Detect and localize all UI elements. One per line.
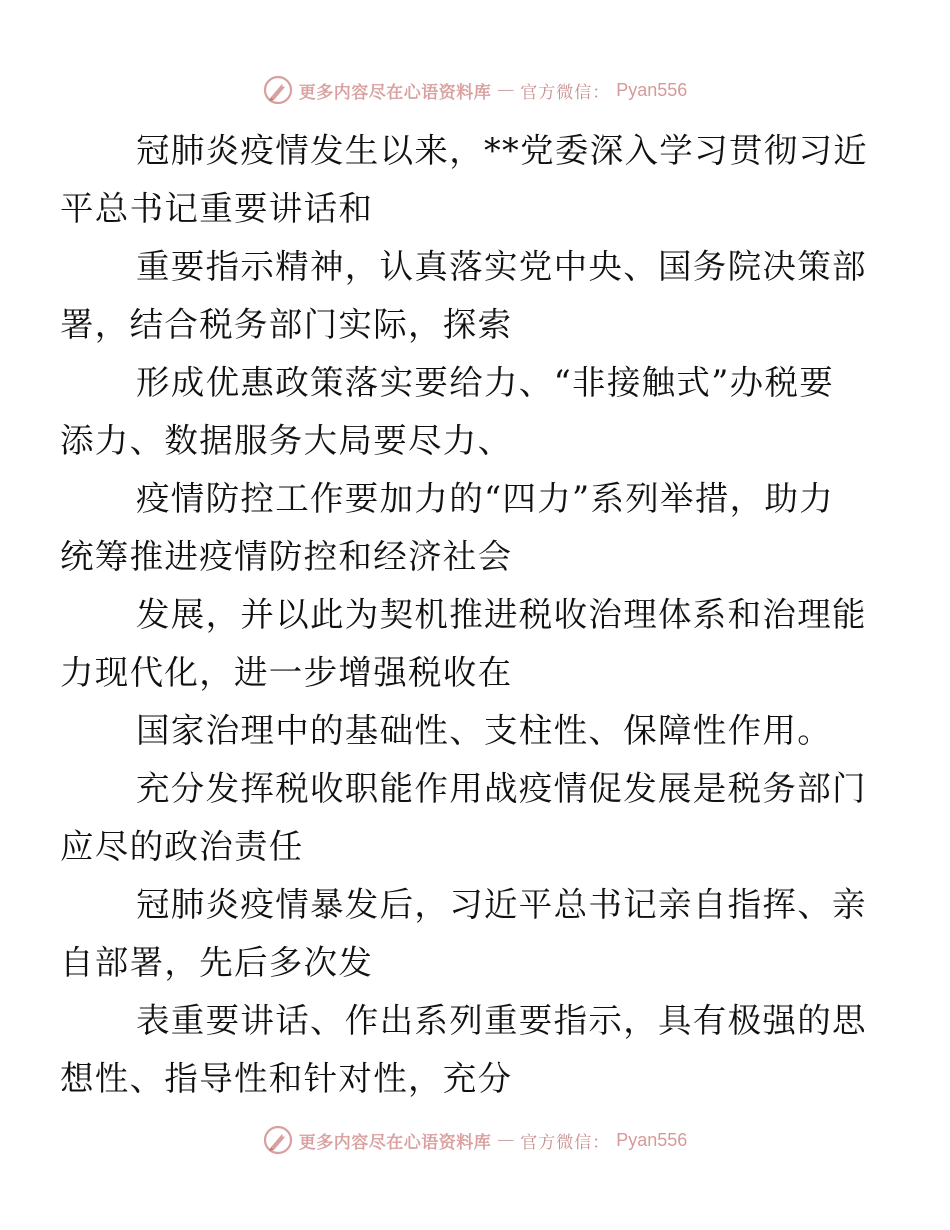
pen-logo-icon [263,1125,293,1155]
text-line: 添力、数据服务大局要尽力、 [60,421,513,460]
text-line: 平总书记重要讲话和 [60,189,374,228]
footer-banner [0,1122,950,1158]
text-line: 冠肺炎疫情发生以来，**党委深入学习贯彻习近 [136,131,869,170]
paragraph [60,586,867,702]
text-line: 疫情防控工作要加力的“四力”系列举措，助力 [136,479,835,518]
text-line: 力现代化，进一步增强税收在 [60,653,513,692]
text-line: 统筹推进疫情防控和经济社会 [60,537,513,576]
banner-separator: — [497,80,515,100]
banner-separator: — [497,1130,515,1150]
text-line: 充分发挥税收职能作用战疫情促发展是税务部门 [136,769,867,808]
text-line: 国家治理中的基础性、支柱性、保障性作用。 [136,711,832,750]
paragraph [60,470,858,586]
paragraph [60,760,867,876]
paragraph [60,876,867,992]
text-line: 想性、指导性和针对性，充分 [60,1059,513,1098]
banner-main-text: 更多内容尽在心语资料库 [298,1132,492,1153]
text-line: 形成优惠政策落实要给力、“非接触式”办税要 [136,363,835,402]
paragraph [60,122,869,238]
document-body [60,122,869,1108]
pen-logo-icon [263,75,293,105]
banner-account-id: Pyan556 [616,79,688,100]
banner-main-text: 更多内容尽在心语资料库 [298,82,492,103]
banner-sub-text: 官方微信： [520,82,611,103]
text-line: 重要指示精神，认真落实党中央、国务院决策部 [136,247,867,286]
text-line: 自部署，先后多次发 [60,943,374,982]
banner-account-id: Pyan556 [616,1129,688,1150]
text-line: 应尽的政治责任 [60,827,304,866]
text-line: 表重要讲话、作出系列重要指示，具有极强的思 [136,1001,867,1040]
paragraph [98,702,858,760]
paragraph [60,992,867,1108]
text-line: 冠肺炎疫情暴发后，习近平总书记亲自指挥、亲 [136,885,867,924]
paragraph [60,238,867,354]
paragraph [60,354,858,470]
text-line: 发展，并以此为契机推进税收治理体系和治理能 [136,595,867,634]
text-line: 署，结合税务部门实际，探索 [60,305,513,344]
banner-sub-text: 官方微信： [520,1132,611,1153]
header-banner [0,72,950,108]
